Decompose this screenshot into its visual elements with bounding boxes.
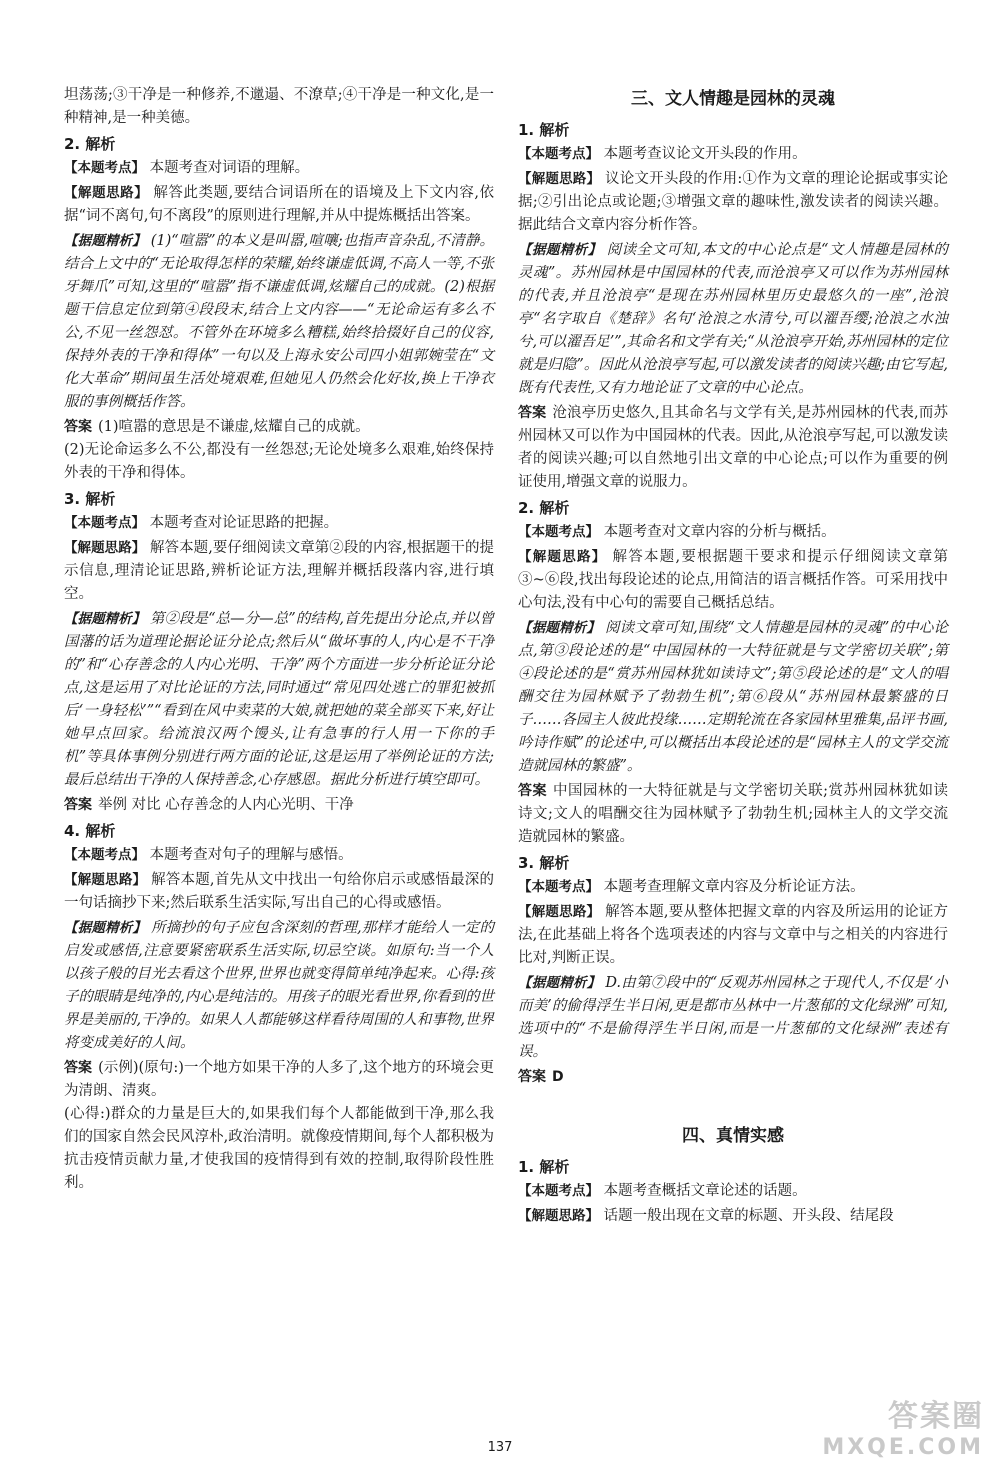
jingxi-text: 阅读全文可知,本文的中心论点是“文人情趣是园林的灵魂”。苏州园林是中国园林的代表,而沧浪亭又可以作为苏州园林的代表,并且沧浪亭“是现在苏州园林里历史最悠久的一座”,沧浪亭“名字取自《楚辞》名句‘沧浪之水清兮,可以濯吾缨;沧浪之水浊兮,可以濯吾足’”,其命名和文学有关;“从沧浪亭开始,苏州园林的定位就是归隐”。因此从沧浪亭写起,可以激发读者的阅读兴趣;由它写起,既有代表性,又有力地论证了文章的中心论点。 [518, 242, 948, 396]
kaodian-text: 本题考查理解文章内容及分析论证方法。 [603, 879, 865, 895]
right-column [518, 84, 948, 1230]
kaodian-text: 本题考查对文章内容的分析与概括。 [603, 524, 836, 540]
answer-tag: 答案 [64, 419, 92, 435]
silu-tag: 【解题思路】 [518, 171, 601, 187]
q3-answer [64, 794, 494, 817]
q4-answer-2: (心得:)群众的力量是巨大的,如果我们每个人都能做到干净,那么我们的国家自然会民风淳朴,政治清明。就像疫情期间,每个人都积极为抗击疫情贡献力量,才使我国的疫情得到有效的控制,取得阶段性胜利。 [64, 1106, 494, 1191]
jingxi-tag: 【据题精析】 [518, 242, 602, 258]
q2-silu [64, 182, 494, 228]
silu-tag: 【解题思路】 [64, 185, 149, 201]
r-q1-heading: 1. 解析 [518, 121, 570, 139]
r-q3-kaodian [518, 876, 948, 899]
q3-kaodian [64, 512, 494, 535]
left-column [64, 84, 494, 1195]
watermark-line2: MXQE.COM [822, 1435, 984, 1460]
kaodian-text: 本题考查对论证思路的把握。 [149, 515, 339, 531]
answer-tag: 答案 [64, 797, 92, 813]
silu-text: 解答本题,要根据题干要求和提示仔细阅读文章第③~⑥段,找出每段论述的论点,用简洁的语言概括作答。可采用找中心句法,没有中心句的需要自己概括总结。 [518, 549, 949, 611]
silu-tag: 【解题思路】 [64, 540, 146, 556]
q4-heading: 4. 解析 [64, 822, 116, 840]
watermark-line1: 答案圈 [888, 1399, 984, 1434]
q2-answer-2: (2)无论命运多么不公,都没有一丝怨怼;无论处境多么艰难,始终保持外表的干净和得体。 [64, 442, 494, 481]
answer-tag: 答案 [518, 1069, 546, 1085]
answer-text: (示例)(原句:)一个地方如果干净的人多了,这个地方的环境会更为清朗、清爽。 [64, 1060, 494, 1099]
kaodian-tag: 【本题考点】 [64, 847, 145, 863]
silu-text: 议论文开头段的作用:①作为文章的理论论据或事实论据;②引出论点或论题;③增强文章的趣味性,激发读者的阅读兴趣。据此结合文章内容分析作答。 [518, 171, 948, 233]
answer-tag: 答案 [518, 783, 548, 799]
q3-heading: 3. 解析 [64, 490, 116, 508]
silu-text: 话题一般出现在文章的标题、开头段、结尾段 [603, 1208, 894, 1224]
intro-text: 坦荡荡;③干净是一种修养,不邋遢、不潦草;④干净是一种文化,是一种精神,是一种美德。 [64, 87, 494, 126]
r-s4-q1-heading: 1. 解析 [518, 1158, 570, 1176]
q2-jingxi [64, 230, 494, 414]
answer-text: 举例 对比 心存善念的人内心光明、干净 [98, 797, 354, 813]
r-q2-silu [518, 546, 948, 615]
silu-text: 解答此类题,要结合词语所在的语境及上下文内容,依据“词不离句,句不离段”的原则进行理解,并从中提炼概括出答案。 [64, 185, 495, 224]
jingxi-tag: 【据题精析】 [64, 611, 146, 627]
kaodian-text: 本题考查对词语的理解。 [149, 160, 310, 176]
kaodian-tag: 【本题考点】 [518, 1183, 599, 1199]
r-q3-answer [518, 1066, 948, 1089]
jingxi-tag: 【据题精析】 [64, 920, 147, 936]
kaodian-tag: 【本题考点】 [518, 146, 599, 162]
q2-heading: 2. 解析 [64, 135, 116, 153]
jingxi-tag: 【据题精析】 [64, 233, 146, 249]
q4-jingxi [64, 917, 494, 1055]
kaodian-tag: 【本题考点】 [64, 515, 145, 531]
answer-text: D [552, 1069, 564, 1085]
q4-answer [64, 1057, 494, 1103]
answer-tag: 答案 [518, 405, 547, 421]
silu-text: 解答本题,要从整体把握文章的内容及所运用的论证方法,在此基础上将各个选项表述的内容与文章中与之相关的内容进行比对,判断正误。 [518, 904, 949, 966]
r-q1-silu [518, 168, 948, 237]
q3-silu [64, 537, 494, 606]
q4-kaodian [64, 844, 494, 867]
q2-answer [64, 416, 494, 439]
silu-text: 解答本题,要仔细阅读文章第②段的内容,根据题干的提示信息,理清论证思路,辨析论证方法,理解并概括段落内容,进行填空。 [64, 540, 495, 602]
answer-text: 中国园林的一大特征就是与文学密切关联;赏苏州园林犹如读诗文;文人的唱酬交往为园林赋予了勃勃生机;园林主人的文学交流造就园林的繁盛。 [518, 783, 949, 845]
silu-text: 解答本题,首先从文中找出一句给你启示或感悟最深的一句话摘抄下来;然后联系生活实际,写出自己的心得或感悟。 [64, 872, 495, 911]
kaodian-text: 本题考查议论文开头段的作用。 [603, 146, 807, 162]
r-q2-heading: 2. 解析 [518, 499, 570, 517]
answer-tag: 答案 [64, 1060, 93, 1076]
jingxi-text: 第②段是“总—分—总”的结构,首先提出分论点,并以曾国藩的话为道理论据论证分论点;然后从“做坏事的人,内心是不干净的”和“心存善念的人内心光明、干净”两个方面进一步分析论证分论点,这是运用了对比论证的方法,同时通过“常见四处逃亡的罪犯被抓后‘一身轻松’”“看到在风中卖菜的大娘,就把她的菜全部买下来,好让她早点回家。给流浪汉两个馒头,让有急事的行人用一下你的手机”等具体事例分别进行两方面的论证,这是运用了举例论证的方法;最后总结出干净的人保持善念,心存感恩。据此分析进行填空即可。 [64, 611, 495, 788]
jingxi-text: 阅读文章可知,围绕“文人情趣是园林的灵魂”的中心论点,第③段论述的是“中国园林的一大特征就是与文学密切关联”;第④段论述的是“赏苏州园林犹如读诗文”;第⑤段论述的是“文人的唱酬交往为园林赋予了勃勃生机”;第⑥段从“苏州园林最繁盛的日子……各园主人彼此投缘……定期轮流在各家园林里雅集,品评书画,吟诗作赋”的论述中,可以概括出本段论述的是“园林主人的文学交流造就园林的繁盛”。 [518, 620, 949, 774]
r-q3-heading: 3. 解析 [518, 854, 570, 872]
jingxi-text: 所摘抄的句子应包含深刻的哲理,那样才能给人一定的启发或感悟,注意要紧密联系生活实际,切忌空谈。如原句:当一个人以孩子般的目光去看这个世界,世界也就变得简单纯净起来。心得:孩子的眼睛是纯净的,内心是纯洁的。用孩子的眼光看世界,你看到的世界是美丽的,干净的。如果人人都能够这样看待周围的人和事物,世界将变成美好的人间。 [64, 920, 495, 1051]
jingxi-tag: 【据题精析】 [518, 975, 601, 991]
r-q2-answer [518, 780, 948, 849]
r-q1-answer [518, 402, 948, 494]
r-s4-q1-silu [518, 1205, 948, 1228]
kaodian-tag: 【本题考点】 [518, 524, 599, 540]
watermark-logo [822, 1391, 984, 1460]
r-q1-kaodian [518, 143, 948, 166]
jingxi-text: (1)“喧嚣”的本义是叫嚣,喧嚷;也指声音杂乱,不清静。结合上文中的“无论取得怎样的荣耀,始终谦虚低调,不高人一等,不张牙舞爪”可知,这里的“喧嚣”指不谦虚低调,炫耀自己的成就。(2)根据题干信息定位到第④段段末,结合上文内容——“无论命运有多么不公,不见一丝怨怼。不管外在环境多么糟糕,始终拾掇好自己的仪容,保持外表的干净和得体”一句以及上海永安公司四小姐郭婉莹在“文化大革命”期间虽生活处境艰难,但她见人仍然会化好妆,换上干净衣服的事例概括作答。 [64, 233, 495, 410]
silu-tag: 【解题思路】 [518, 1208, 599, 1224]
jingxi-text: D.由第⑦段中的“反观苏州园林之于现代人,不仅是‘小而美’的偷得浮生半日闲,更是都市丛林中一片葱郁的文化绿洲”可知,选项中的“不是偷得浮生半日闲,而是一片葱郁的文化绿洲”表述有误。 [518, 975, 949, 1060]
r-q3-silu [518, 901, 948, 970]
r-q1-jingxi [518, 239, 948, 400]
q2-kaodian [64, 157, 494, 180]
q3-jingxi [64, 608, 494, 792]
jingxi-tag: 【据题精析】 [518, 620, 601, 636]
r-q2-jingxi [518, 617, 948, 778]
section-spacer [518, 1091, 948, 1121]
page-number: 137 [487, 1440, 513, 1455]
kaodian-text: 本题考查对句子的理解与感悟。 [149, 847, 353, 863]
silu-tag: 【解题思路】 [64, 872, 147, 888]
silu-tag: 【解题思路】 [518, 904, 601, 920]
kaodian-tag: 【本题考点】 [518, 879, 599, 895]
kaodian-text: 本题考查概括文章论述的话题。 [603, 1183, 807, 1199]
section-4-title: 四、真情实感 [682, 1126, 784, 1146]
r-s4-q1-kaodian [518, 1180, 948, 1203]
q4-silu [64, 869, 494, 915]
answer-text: (1)喧嚣的意思是不谦虚,炫耀自己的成就。 [98, 419, 370, 435]
r-q2-kaodian [518, 521, 948, 544]
r-q3-jingxi [518, 972, 948, 1064]
silu-tag: 【解题思路】 [518, 549, 607, 565]
kaodian-tag: 【本题考点】 [64, 160, 145, 176]
section-3-title: 三、文人情趣是园林的灵魂 [631, 89, 835, 109]
answer-text: 沧浪亭历史悠久,且其命名与文学有关,是苏州园林的代表,而苏州园林又可以作为中国园林的代表。因此,从沧浪亭写起,可以激发读者的阅读兴趣;可以自然地引出文章的中心论点;可以作为重要的例证使用,增强文章的说服力。 [518, 405, 949, 490]
